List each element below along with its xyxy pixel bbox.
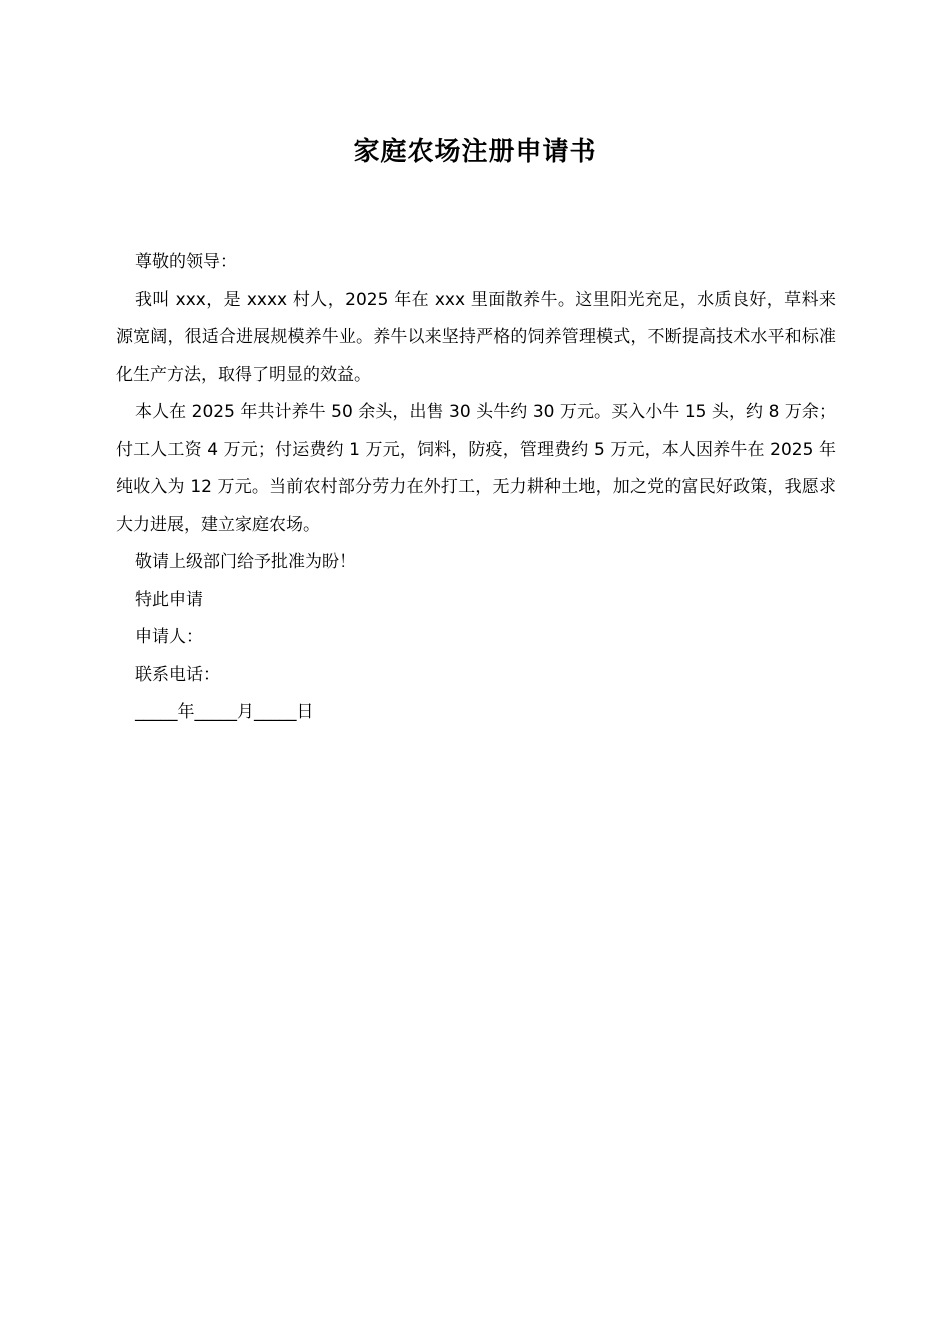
request-line: 敬请上级部门给予批准为盼！ — [135, 552, 356, 572]
closing-line: 特此申请 — [135, 589, 203, 610]
document-title: 家庭农场注册申请书 — [353, 137, 597, 167]
paragraph-intro: 我叫 xxx，是 xxxx 村人，2025 年在 xxx 里面散养牛。这里阳光充足，水质良好，草料来源宽阔，很适合进展规模养牛业。养牛以来坚持严格的饲养管理模式，不断提高技术水平和标准化生产方法，取得了明显的效益。 — [116, 289, 836, 385]
document-body — [116, 244, 836, 732]
salutation: 尊敬的领导： — [135, 252, 237, 272]
phone-field: 联系电话： — [135, 664, 220, 685]
paragraph-income: 本人在 2025 年共计养牛 50 余头，出售 30 头牛约 30 万元。买入小牛 15 头，约 8 万余；付工人工资 4 万元；付运费约 1 万元，饲料，防疫，管理费约 5 万元，本人因养牛在 2025 年纯收入为 12 万元。当前农村部分劳力在外打工，无力耕种土地，加之党的富民好政策，我愿求大力进展，建立家庭农场。 — [116, 402, 836, 535]
applicant-field: 申请人： — [135, 627, 203, 647]
date-line: _____年_____月_____日 — [135, 702, 314, 722]
